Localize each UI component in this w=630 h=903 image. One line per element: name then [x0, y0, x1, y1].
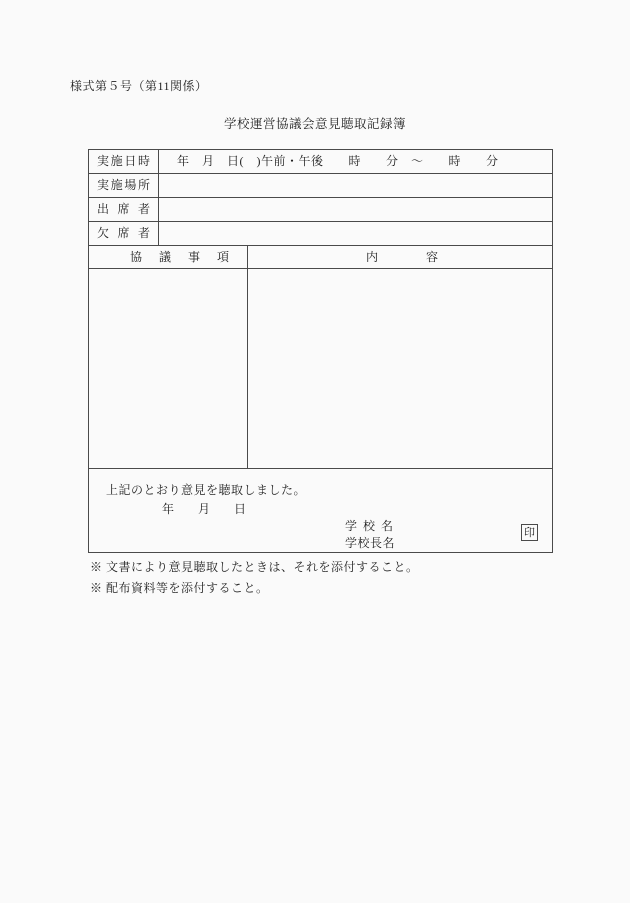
section-header-row — [89, 246, 552, 269]
record-table — [88, 149, 553, 553]
school-name-label: 学 校 名 — [345, 519, 395, 533]
page-title: 学校運営協議会意見聴取記録簿 — [223, 117, 406, 131]
signature-section — [89, 469, 552, 553]
table-row-location — [89, 174, 552, 198]
signature-date-line: 年 月 日 — [162, 502, 247, 516]
footnote-attach-document: ※ 文書により意見聴取したときは、それを添付すること。 — [90, 560, 419, 574]
content-header: 内容 — [366, 250, 487, 264]
attendees-value — [159, 198, 552, 221]
seal-mark: 印 — [521, 524, 538, 541]
table-row-absentees — [89, 222, 552, 246]
table-row-datetime — [89, 150, 552, 174]
table-row-attendees — [89, 198, 552, 222]
section-body-row — [89, 269, 552, 469]
footnotes — [90, 557, 419, 599]
content-cell — [248, 269, 552, 468]
absentees-label: 欠席者 — [89, 222, 159, 245]
location-value — [159, 174, 552, 197]
discussion-items-header: 協議事項 — [89, 246, 248, 268]
absentees-value — [159, 222, 552, 245]
attendees-label: 出席者 — [89, 198, 159, 221]
footnote-attach-materials: ※ 配布資料等を添付すること。 — [90, 581, 269, 595]
hearing-statement: 上記のとおり意見を聴取しました。 — [106, 483, 307, 497]
datetime-label: 実施日時 — [89, 150, 159, 173]
discussion-items-cell — [89, 269, 248, 468]
principal-name-label: 学校長名 — [345, 536, 396, 550]
location-label: 実施場所 — [89, 174, 159, 197]
form-code: 様式第５号（第11関係） — [70, 79, 208, 93]
datetime-value: 年 月 日( )午前・午後 時 分 ～ 時 分 — [177, 154, 499, 168]
